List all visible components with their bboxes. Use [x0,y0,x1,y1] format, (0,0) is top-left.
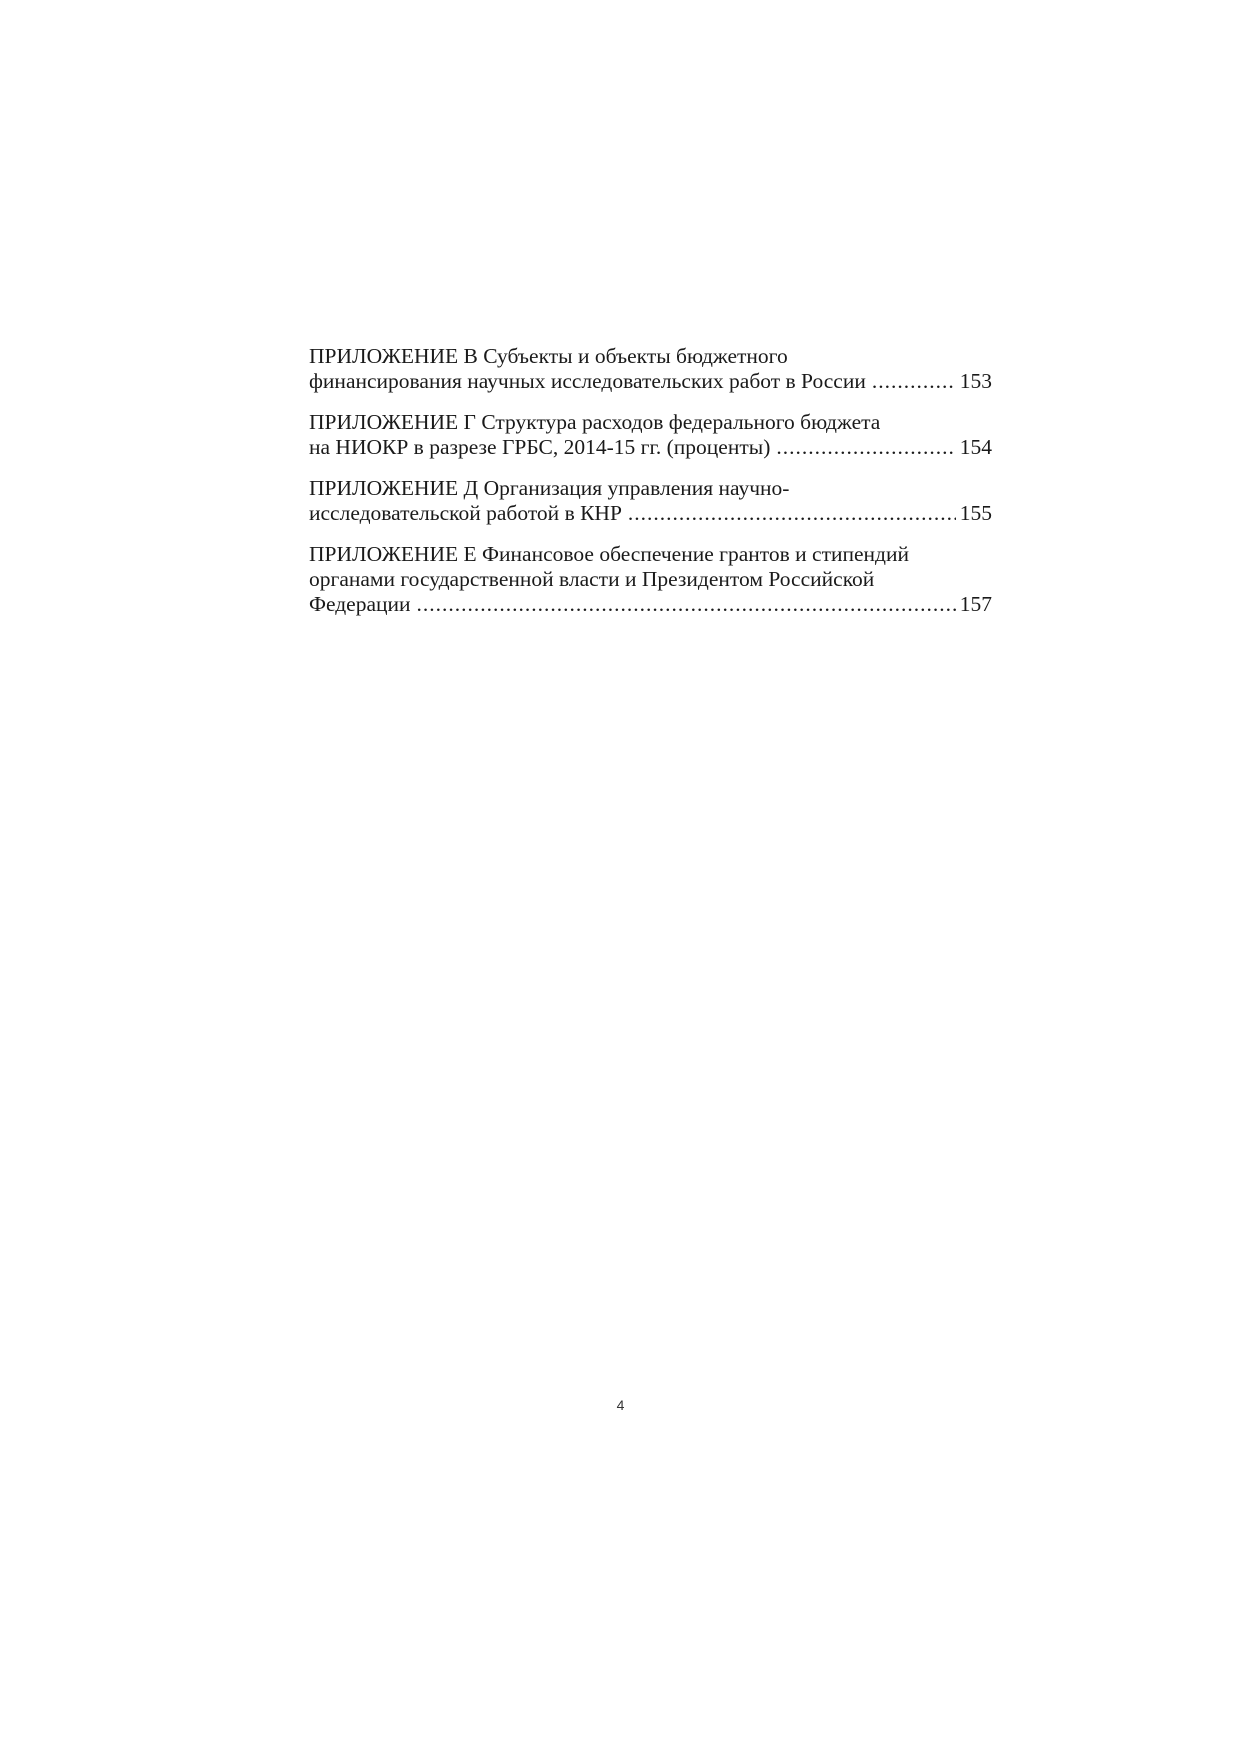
toc-entry-appendix-d [309,476,992,526]
toc-entry-appendix-g [309,410,992,460]
toc-page-number: 155 [959,501,992,525]
toc-entry-title-line: органами государственной власти и Президентом Российской [309,567,875,591]
toc-entry-appendix-e [309,542,992,617]
table-of-contents [309,344,992,633]
toc-entry-title-line: ПРИЛОЖЕНИЕ Д Организация управления научно- [309,476,790,500]
toc-entry-last-line [309,435,992,460]
toc-entry-last-line [309,369,992,394]
dot-leader [417,592,956,617]
toc-entry-title-end: финансирования научных исследовательских работ в России [309,369,866,393]
toc-entry-title-line: ПРИЛОЖЕНИЕ Е Финансовое обеспечение грантов и стипендий [309,542,909,566]
toc-entry-last-line [309,592,992,617]
toc-entry-title-end: исследовательской работой в КНР [309,501,622,525]
toc-entry-title-line: ПРИЛОЖЕНИЕ Г Структура расходов федерального бюджета [309,410,881,434]
dot-leader [776,435,955,460]
toc-entry-appendix-v [309,344,992,394]
toc-entry-title-line: ПРИЛОЖЕНИЕ В Субъекты и объекты бюджетного [309,344,788,368]
toc-page-number: 153 [959,369,992,393]
toc-page-number: 154 [959,435,992,459]
toc-page-number: 157 [959,592,992,616]
dot-leader [872,369,956,394]
page-number: 4 [616,1397,625,1413]
toc-entry-title-end: на НИОКР в разрезе ГРБС, 2014-15 гг. (проценты) [309,435,771,459]
dot-leader [628,501,956,526]
toc-entry-last-line [309,501,992,526]
toc-entry-title-end: Федерации [309,592,411,616]
